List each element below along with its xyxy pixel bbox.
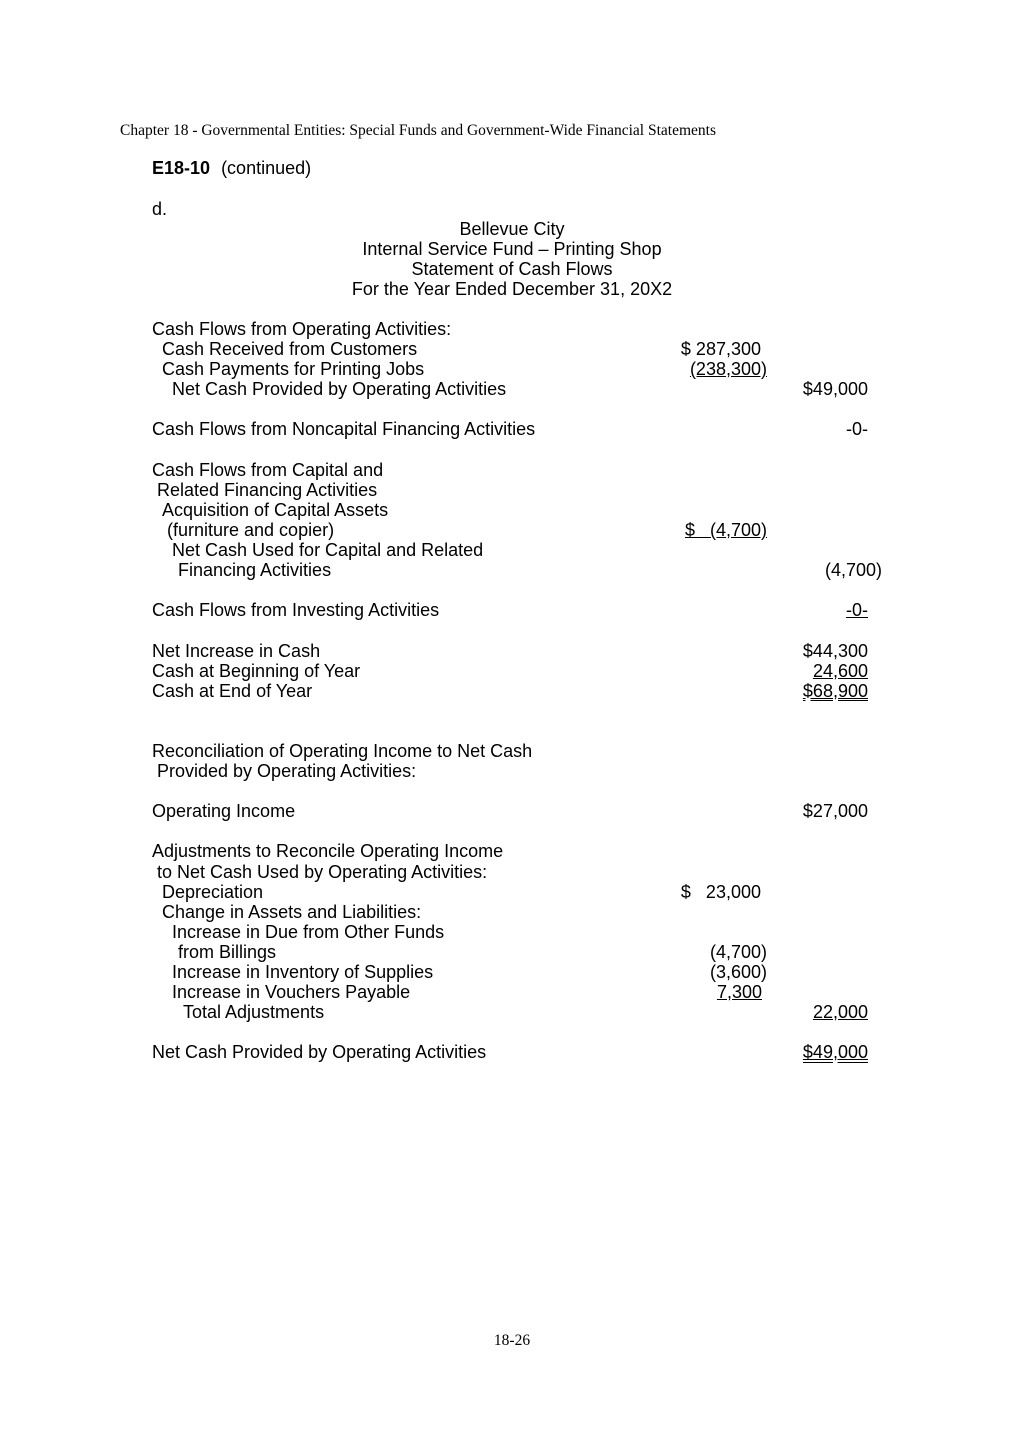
statement-row [152,801,882,821]
period: For the Year Ended December 31, 20X2 [351,279,673,300]
net-cash-operating-label: Net Cash Provided by Operating Activities [152,1042,487,1063]
statement-row [152,1042,882,1062]
page-number: 18-26 [493,1332,531,1349]
statement-row [152,641,882,661]
due-from-funds-label-2: from Billings [178,941,277,962]
change-assets-label: Change in Assets and Liabilities: [162,901,422,922]
statement-row [152,761,882,781]
cash-end-value: $68,900 [802,680,868,701]
inventory-value: (3,600) [709,962,767,982]
net-cash-operating-value: $49,000 [802,1042,868,1063]
cash-payments-value: (238,300) [689,359,767,380]
statement-row [152,560,882,580]
statement-row [152,982,882,1002]
inventory-label: Increase in Inventory of Supplies [172,962,434,982]
investing-label: Cash Flows from Investing Activities [152,600,440,621]
reconciliation-heading-1: Reconciliation of Operating Income to Net Cash [152,740,533,761]
acquisition-value: $ (4,700) [684,519,767,540]
noncapital-label: Cash Flows from Noncapital Financing Activities [152,419,536,440]
depreciation-value: $ 23,000 [680,881,761,902]
statement-title [0,219,1024,299]
statement-row [152,339,882,359]
net-increase-label: Net Increase in Cash [152,640,321,661]
statement-row [152,520,882,540]
total-adjustments-label: Total Adjustments [183,1002,325,1023]
exercise-id: E18-10 [152,158,211,178]
statement-row [152,841,882,861]
cash-payments-label: Cash Payments for Printing Jobs [162,359,425,380]
entity-name: Bellevue City [459,219,565,239]
statement-row [152,661,882,681]
cash-end-label: Cash at End of Year [152,680,313,701]
statement-row [152,902,882,922]
cash-received-label: Cash Received from Customers [162,339,418,360]
reconciliation-heading-2: Provided by Operating Activities: [157,761,417,782]
vouchers-value: 7,300 [716,982,762,1003]
depreciation-label: Depreciation [162,881,264,902]
net-increase-value: $44,300 [802,640,868,661]
statement-row [152,741,882,761]
statement-row [152,962,882,982]
part-label: d. [152,199,168,219]
net-capital-label-1: Net Cash Used for Capital and Related [172,540,484,561]
due-from-funds-value: (4,700) [709,941,767,962]
adjustments-heading-2: to Net Cash Used by Operating Activities: [157,861,488,882]
statement-row [152,681,882,701]
net-capital-value: (4,700) [824,560,882,581]
cash-received-value: $ 287,300 [680,339,761,360]
due-from-funds-label-1: Increase in Due from Other Funds [172,921,445,942]
operating-heading: Cash Flows from Operating Activities: [152,319,452,339]
adjustments-heading-1: Adjustments to Reconcile Operating Income [152,841,504,862]
statement-name: Statement of Cash Flows [411,259,613,280]
statement-row [152,922,882,942]
acquisition-label-1: Acquisition of Capital Assets [162,499,389,520]
statement-row [152,882,882,902]
capital-heading-2: Related Financing Activities [157,479,378,500]
operating-income-value: $27,000 [802,801,868,822]
statement-row [152,862,882,882]
statement-row [152,540,882,560]
statement-row [152,500,882,520]
total-adjustments-value: 22,000 [812,1002,868,1023]
statement-row [152,319,882,339]
net-capital-label-2: Financing Activities [178,560,332,581]
cash-flow-statement [152,319,882,1062]
net-operating-label: Net Cash Provided by Operating Activities [172,379,507,400]
chapter-header: Chapter 18 - Governmental Entities: Special Funds and Government-Wide Financial Statements [120,122,716,139]
vouchers-label: Increase in Vouchers Payable [172,982,411,1003]
exercise-note: (continued) [221,158,312,178]
statement-row [152,480,882,500]
noncapital-value: -0- [846,419,868,440]
statement-row [152,379,882,399]
statement-row [152,600,882,620]
investing-value: -0- [846,600,868,621]
net-operating-value: $49,000 [802,379,868,400]
statement-row [152,359,882,379]
statement-row [152,1002,882,1022]
statement-row [152,460,882,480]
fund-name: Internal Service Fund – Printing Shop [362,239,662,260]
acquisition-label-2: (furniture and copier) [167,519,335,540]
capital-heading-1: Cash Flows from Capital and [152,459,384,480]
statement-row [152,942,882,962]
operating-income-label: Operating Income [152,801,296,822]
statement-row [152,419,882,439]
exercise-title [152,158,311,179]
cash-beginning-label: Cash at Beginning of Year [152,660,361,681]
cash-beginning-value: 24,600 [812,660,868,681]
